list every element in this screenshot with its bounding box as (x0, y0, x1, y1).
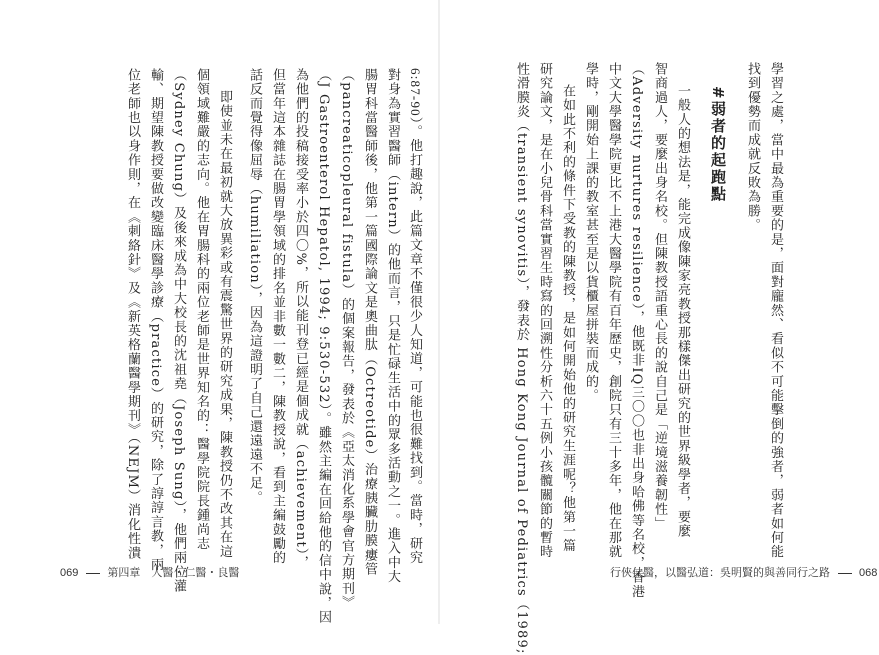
body-line: 腸胃科當醫師後，他第一篇國際論文是奧曲肽（Octreotide）治療胰臟肋膜瘻管 (362, 68, 377, 577)
chapter-title: 第四章 人醫・仁醫・良醫 (107, 566, 240, 579)
left-footer (60, 564, 239, 580)
body-line: 一般人的想法是，能完成像陳家亮教授那樣傑出研究的世界級學者，要麼 (675, 84, 690, 539)
body-line: 話反而覺得像屈辱（humiliation），因為這證明了自己還遠遠不足。 (247, 68, 262, 505)
left-page (0, 0, 440, 624)
page-number: 069 (60, 567, 79, 579)
right-page (440, 0, 879, 655)
body-line: 智商過人，要麼出身名校。但陳教授語重心長的說自己是「逆境滋養韌性」 (652, 62, 667, 531)
body-line: 研究論文，是在小兒骨科當實習生時寫的回溯性分析六十五例小孩髖關節的暫時 (537, 62, 552, 559)
body-line: （J Gastroenterol Hepatol, 1994; 9:530-532）。雖然主編在回給他的信中說，因 (316, 68, 331, 625)
body-line: 為他們的投稿接受率小於四〇%，所以能刊登已經是個成就（achievement）， (293, 68, 308, 570)
body-line: 中文大學醫學院更比不上港大醫學院有百年歷史，創院只有三十多年，他在那就 (606, 62, 621, 559)
footer-divider (86, 573, 100, 574)
body-line: 性滑膜炎（transient synovitis），發表於 Hong Kong Journal of Pediatrics（1989; (514, 62, 529, 655)
body-line: 個領域難嚴的志向。他在胃腸科的兩位老師是世界知名的：醫學院院長鍾尚志 (194, 68, 209, 551)
body-line: 在如此不利的條件下受教的陳教授，是如何開始他的研究生涯呢？他第一篇 (560, 84, 575, 553)
body-line: 6:87-90）。他打趣說，此篇文章不僅很少人知道，可能也很難找到。當時，研究 (408, 68, 423, 565)
body-line: 輸、期望陳教授要做改變臨床醫學診療（practice）的研究，除了諄諄言教，兩 (148, 68, 163, 572)
body-line: 但當年這本雜誌在腸胃學領域的排名並非數一數二，陳教授說，看到主編鼓勵的 (270, 68, 285, 565)
body-line: （pancreaticopleural fistula）的個案報告，發表於《亞太消化系學會官方期刊》 (339, 68, 354, 610)
section-heading: #弱者的起跑點 (709, 86, 727, 203)
body-line: 學時，剛開始上課的教室甚至是以貨櫃屋拼裝而成的。 (583, 62, 598, 403)
right-footer (610, 564, 877, 580)
body-line: 對身為實習醫師（intern）的他而言，只是忙碌生活中的眾多活動之一。進入中大 (385, 68, 400, 584)
body-line: 位老師也以身作則，在《刺絡針》及《新英格蘭醫學期刊》（NEJM）消化性潰 (125, 68, 140, 561)
page-number: 068 (859, 567, 878, 579)
body-line: （Adversity nurtures resilience），他既非IQ三〇〇也非出身哈佛等名校，香港 (629, 62, 644, 599)
body-line: （Sydney Chung）及後來成為中大校長的沈祖堯（Joseph Sung），他們兩位灌 (171, 68, 186, 594)
body-line: 學習之處，當中最為重要的是，面對龐然、看似不可能擊倒的強者，弱者如何能 (768, 62, 783, 559)
body-line: 找到優勢而成就反敗為勝。 (745, 62, 760, 233)
footer-divider (838, 573, 852, 574)
running-head: 行俠仗醫，以醫弘道：吳明賢的與善同行之路 (610, 566, 830, 579)
body-line: 即使並未在最初就大放異彩或有震驚世界的研究成果，陳教授仍不改其在這 (217, 90, 232, 559)
